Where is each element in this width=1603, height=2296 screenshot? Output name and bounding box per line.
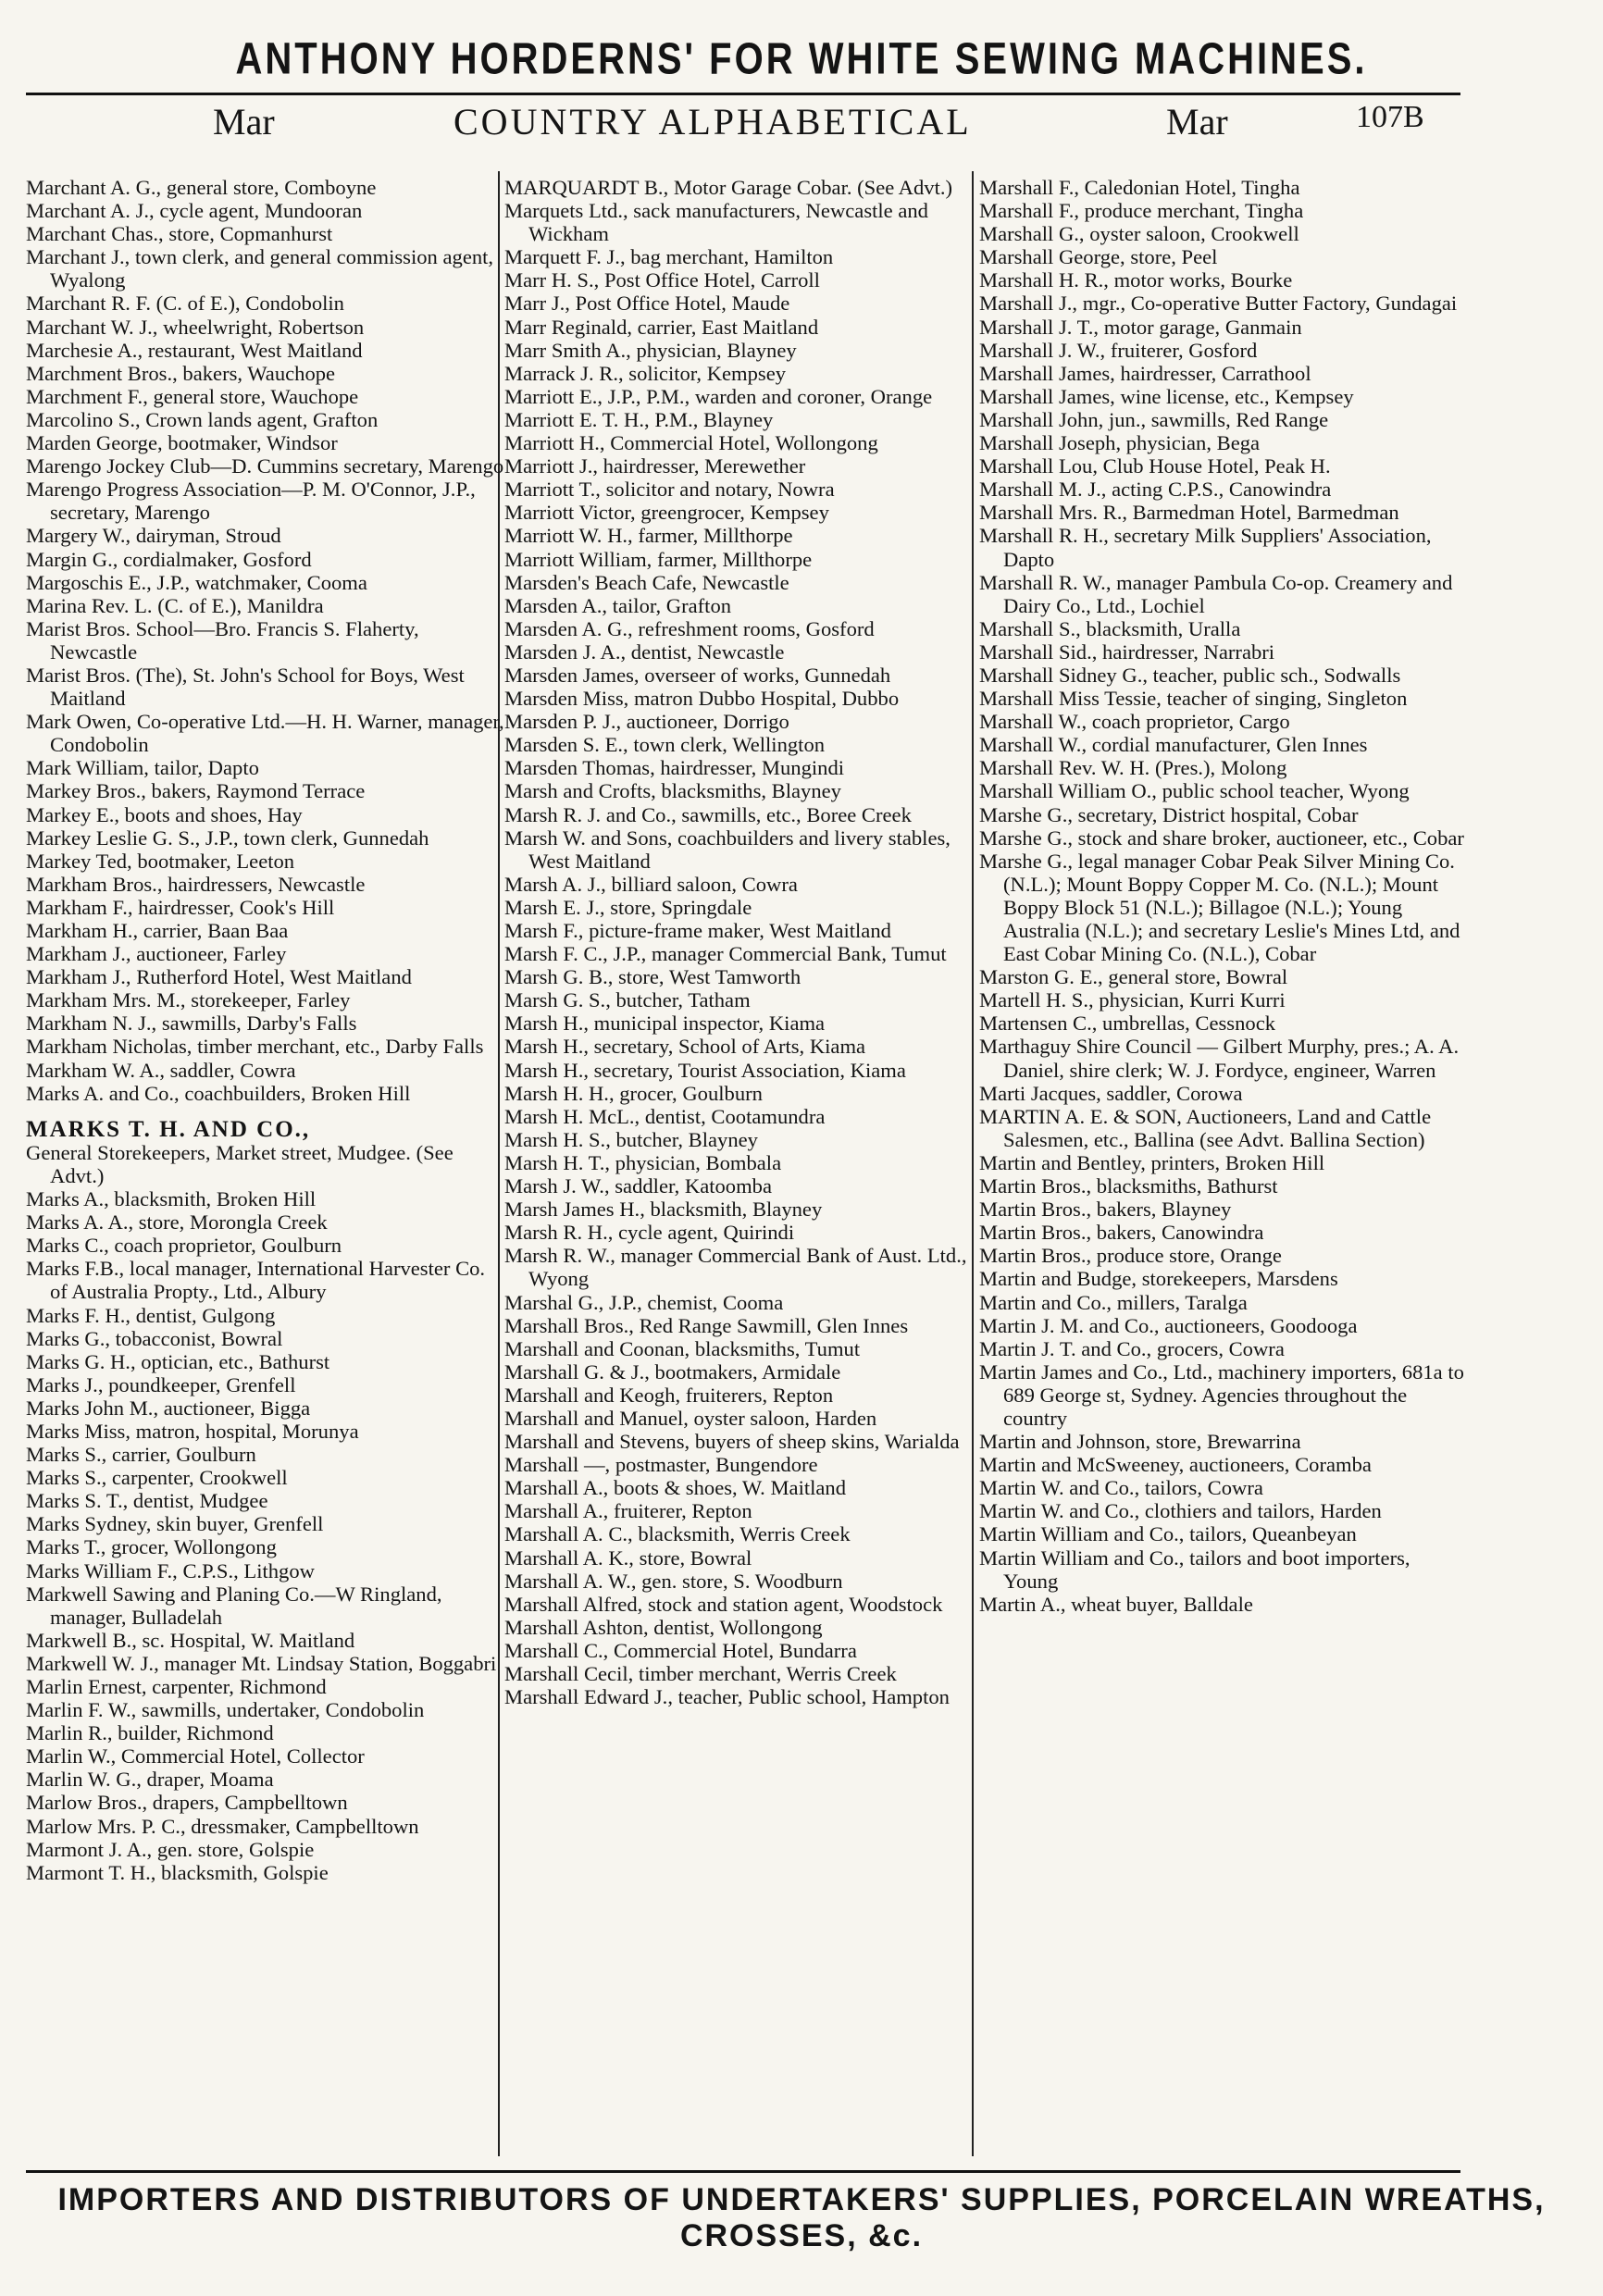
- directory-column-1: [26, 176, 507, 1884]
- directory-entry: Martin and Budge, storekeepers, Marsdens: [979, 1267, 1338, 1291]
- directory-entry: Marchment Bros., bakers, Wauchope: [26, 361, 336, 385]
- directory-entry: Marsh F. C., J.P., manager Commercial Bank, Tumut: [504, 942, 947, 966]
- directory-entry: Marriott William, farmer, Millthorpe: [504, 547, 813, 571]
- directory-entry: Marsh H. H., grocer, Goulburn: [504, 1081, 763, 1105]
- directory-entry: Marlin W., Commercial Hotel, Collector: [26, 1744, 365, 1769]
- directory-entry: Martin James and Co., Ltd., machinery importers, 681a to 689 George st, Sydney. Agencies throughout the country: [979, 1359, 1464, 1430]
- directory-entry: Martin and Johnson, store, Brewarrina: [979, 1430, 1301, 1454]
- directory-entry: Marshall Miss Tessie, teacher of singing, Singleton: [979, 687, 1408, 711]
- directory-entry: Margery W., dairyman, Stroud: [26, 524, 281, 548]
- directory-entry: Martin Bros., bakers, Canowindra: [979, 1221, 1264, 1245]
- directory-entry: Markey E., boots and shoes, Hay: [26, 802, 303, 826]
- directory-entry: Marlin R., builder, Richmond: [26, 1721, 274, 1745]
- directory-entry: Marr Smith A., physician, Blayney: [504, 338, 797, 362]
- directory-entry: Marston G. E., general store, Bowral: [979, 965, 1288, 989]
- directory-entry: Martin Bros., bakers, Blayney: [979, 1198, 1232, 1222]
- directory-entry: Marchant J., town clerk, and general commission agent, Wyalong: [26, 245, 494, 292]
- directory-entry: Marks S. T., dentist, Mudgee: [26, 1489, 268, 1513]
- directory-entry: Marsh G. S., butcher, Tatham: [504, 988, 751, 1012]
- directory-entry: Martin Bros., blacksmiths, Bathurst: [979, 1174, 1278, 1198]
- directory-entry: Marsden J. A., dentist, Newcastle: [504, 639, 785, 664]
- directory-entry: Marshall Mrs. R., Barmedman Hotel, Barmedman: [979, 501, 1399, 525]
- directory-entry: Martin A., wheat buyer, Balldale: [979, 1592, 1253, 1616]
- directory-entry: Marsden's Beach Cafe, Newcastle: [504, 570, 789, 594]
- directory-entry: Marrack J. R., solicitor, Kempsey: [504, 361, 787, 385]
- directory-entry: Marchant A. J., cycle agent, Mundooran: [26, 199, 363, 223]
- directory-entry: Marist Bros. School—Bro. Francis S. Flaherty, Newcastle: [26, 616, 419, 664]
- directory-entry: Marr H. S., Post Office Hotel, Carroll: [504, 268, 820, 292]
- directory-entry: Marsh E. J., store, Springdale: [504, 895, 752, 919]
- directory-entry: Markham Bros., hairdressers, Newcastle: [26, 872, 366, 896]
- directory-entry: Markey Ted, bootmaker, Leeton: [26, 849, 295, 873]
- directory-entry: Marquett F. J., bag merchant, Hamilton: [504, 245, 834, 269]
- directory-entry: Marshall John, jun., sawmills, Red Range: [979, 407, 1329, 431]
- directory-entry: Marshall H. R., motor works, Bourke: [979, 268, 1293, 292]
- directory-entry: Marr Reginald, carrier, East Maitland: [504, 315, 819, 339]
- directory-entry: Marshall A. K., store, Bowral: [504, 1545, 752, 1570]
- directory-entry: Marshall F., Caledonian Hotel, Tingha: [979, 176, 1300, 199]
- directory-entry: Marshall Rev. W. H. (Pres.), Molong: [979, 756, 1287, 780]
- directory-entry: Marengo Jockey Club—D. Cummins secretary, Marengo: [26, 454, 504, 478]
- directory-entry: Marshall A., fruiterer, Repton: [504, 1499, 752, 1523]
- directory-entry: Marsh James H., blacksmith, Blayney: [504, 1198, 823, 1222]
- directory-entry: Marshall A. C., blacksmith, Werris Creek: [504, 1522, 851, 1546]
- directory-entry: Marmont J. A., gen. store, Golspie: [26, 1837, 315, 1861]
- directory-entry: Marchment F., general store, Wauchope: [26, 384, 359, 408]
- directory-entry: Marthaguy Shire Council — Gilbert Murphy, pres.; A. A. Daniel, shire clerk; W. J. Fordyce, engineer, Warren: [979, 1035, 1460, 1082]
- directory-entry: Marshall Sid., hairdresser, Narrabri: [979, 639, 1275, 664]
- directory-entry: Markwell Sawing and Planing Co.—W Ringland, manager, Bulladelah: [26, 1582, 442, 1629]
- directory-entry: Markham W. A., saddler, Cowra: [26, 1058, 296, 1082]
- directory-entry: Marks G., tobacconist, Bowral: [26, 1326, 283, 1350]
- directory-column-3: [979, 176, 1465, 1616]
- directory-entry: Marshall C., Commercial Hotel, Bundarra: [504, 1638, 857, 1662]
- directory-entry: Marchant A. G., general store, Comboyne: [26, 176, 377, 199]
- directory-entry: Markham J., auctioneer, Farley: [26, 942, 287, 966]
- directory-entry: Marsden Thomas, hairdresser, Mungindi: [504, 756, 845, 780]
- directory-entry: Marshe G., secretary, District hospital, Cobar: [979, 802, 1359, 826]
- directory-entry: Marmont T. H., blacksmith, Golspie: [26, 1860, 329, 1884]
- directory-entry: MARQUARDT B., Motor Garage Cobar. (See Advt.): [504, 176, 953, 199]
- directory-entry: Marsh H., municipal inspector, Kiama: [504, 1011, 826, 1036]
- directory-entry: Marks G. H., optician, etc., Bathurst: [26, 1349, 330, 1373]
- header-left-keyword: Mar: [213, 101, 275, 143]
- directory-entry: Markham F., hairdresser, Cook's Hill: [26, 895, 335, 919]
- directory-entry: Marshall A., boots & shoes, W. Maitland: [504, 1476, 847, 1500]
- directory-entry: Mark Owen, Co-operative Ltd.—H. H. Warner, manager, Condobolin: [26, 710, 504, 757]
- directory-entry: Marsden P. J., auctioneer, Dorrigo: [504, 710, 789, 734]
- directory-entry: Marshall W., coach proprietor, Cargo: [979, 710, 1290, 734]
- directory-entry: Markwell B., sc. Hospital, W. Maitland: [26, 1628, 355, 1652]
- directory-entry: Marsh H., secretary, Tourist Association, Kiama: [504, 1058, 906, 1082]
- directory-entry: Marlin Ernest, carpenter, Richmond: [26, 1675, 327, 1698]
- directory-entry: Markham N. J., sawmills, Darby's Falls: [26, 1011, 357, 1036]
- directory-entry: Marriott E., J.P., P.M., warden and coroner, Orange: [504, 384, 933, 408]
- directory-entry: Marks F.B., local manager, International Harvester Co. of Australia Propty., Ltd., Albury: [26, 1257, 486, 1304]
- directory-entry: Marsh H., secretary, School of Arts, Kiama: [504, 1035, 866, 1059]
- directory-entry: Marshall Lou, Club House Hotel, Peak H.: [979, 454, 1331, 478]
- directory-entry: Markham Nicholas, timber merchant, etc., Darby Falls: [26, 1035, 484, 1059]
- directory-entry: Markey Leslie G. S., J.P., town clerk, Gunnedah: [26, 825, 429, 850]
- directory-entry: Marriott Victor, greengrocer, Kempsey: [504, 501, 829, 525]
- directory-entry: Marchesie A., restaurant, West Maitland: [26, 338, 363, 362]
- directory-entry: General Storekeepers, Market street, Mudgee. (See Advt.): [26, 1140, 454, 1187]
- directory-entry: Marshall Joseph, physician, Bega: [979, 431, 1261, 455]
- directory-entry: Marks A., blacksmith, Broken Hill: [26, 1187, 317, 1211]
- directory-entry: Marsh R. J. and Co., sawmills, etc., Boree Creek: [504, 802, 912, 826]
- directory-entry: Marks John M., auctioneer, Bigga: [26, 1396, 311, 1420]
- directory-entry: Marshall Ashton, dentist, Wollongong: [504, 1615, 823, 1639]
- top-advert-banner: ANTHONY HORDERNS' FOR WHITE SEWING MACHINES.: [235, 34, 1368, 84]
- directory-entry: Marks J., poundkeeper, Grenfell: [26, 1372, 296, 1396]
- directory-entry: Marlow Bros., drapers, Campbelltown: [26, 1791, 348, 1815]
- directory-entry: Marshall R. W., manager Pambula Co-op. Creamery and Dairy Co., Ltd., Lochiel: [979, 570, 1453, 617]
- directory-entry: Marsh R. W., manager Commercial Bank of Aust. Ltd., Wyong: [504, 1244, 967, 1291]
- directory-entry: Marshall James, wine license, etc., Kempsey: [979, 384, 1354, 408]
- directory-entry: Marks F. H., dentist, Gulgong: [26, 1303, 276, 1327]
- directory-entry: Marchant R. F. (C. of E.), Condobolin: [26, 292, 344, 316]
- directory-entry: Marsh F., picture-frame maker, West Maitland: [504, 919, 891, 942]
- directory-entry: Marriott E. T. H., P.M., Blayney: [504, 407, 774, 431]
- directory-entry: Marsh W. and Sons, coachbuilders and livery stables, West Maitland: [504, 825, 951, 873]
- directory-entry: Markey Bros., bakers, Raymond Terrace: [26, 779, 366, 803]
- directory-entry: Marsh H. T., physician, Bombala: [504, 1150, 782, 1174]
- directory-entry: Martin Bros., produce store, Orange: [979, 1244, 1282, 1268]
- directory-entry: Marshe G., stock and share broker, auctioneer, etc., Cobar: [979, 825, 1464, 850]
- directory-entry: Marshall G. & J., bootmakers, Armidale: [504, 1359, 841, 1384]
- directory-entry: Marshall Sidney G., teacher, public sch., Sodwalls: [979, 663, 1401, 687]
- directory-entry: Marsden Miss, matron Dubbo Hospital, Dubbo: [504, 687, 900, 711]
- directory-entry: MARTIN A. E. & SON, Auctioneers, Land and Cattle Salesmen, etc., Ballina (see Advt. Ballina Section): [979, 1104, 1432, 1151]
- directory-entry: Martin William and Co., tailors and boot importers, Young: [979, 1545, 1410, 1593]
- directory-entry: Marquets Ltd., sack manufacturers, Newcastle and Wickham: [504, 199, 928, 246]
- directory-entry: Martell H. S., physician, Kurri Kurri: [979, 988, 1286, 1012]
- page-number: 107B: [1356, 100, 1424, 134]
- directory-entry: Marcolino S., Crown lands agent, Grafton: [26, 407, 379, 431]
- directory-entry: Marsh and Crofts, blacksmiths, Blayney: [504, 779, 841, 803]
- header-rule-top: [26, 93, 1460, 95]
- directory-entry: Marti Jacques, saddler, Corowa: [979, 1081, 1243, 1105]
- directory-entry: Martensen C., umbrellas, Cessnock: [979, 1011, 1276, 1036]
- directory-entry: Martin and McSweeney, auctioneers, Coramba: [979, 1453, 1372, 1477]
- directory-entry: Marriott T., solicitor and notary, Nowra: [504, 478, 835, 502]
- directory-entry: Marsh G. B., store, West Tamworth: [504, 965, 802, 989]
- directory-entry: Marshall J. W., fruiterer, Gosford: [979, 338, 1258, 362]
- directory-entry: Marshall A. W., gen. store, S. Woodburn: [504, 1569, 843, 1593]
- directory-entry: Marks S., carpenter, Crookwell: [26, 1466, 288, 1490]
- directory-entry: Marks Miss, matron, hospital, Morunya: [26, 1419, 359, 1443]
- directory-entry: Martin J. M. and Co., auctioneers, Goodooga: [979, 1313, 1358, 1337]
- footer-rule: [26, 2170, 1460, 2173]
- directory-entry: Marks William F., C.P.S., Lithgow: [26, 1558, 315, 1582]
- directory-entry: Marks A. and Co., coachbuilders, Broken Hill: [26, 1081, 411, 1105]
- directory-entry: Marshal G., J.P., chemist, Cooma: [504, 1290, 784, 1314]
- directory-entry: Marks A. A., store, Morongla Creek: [26, 1210, 328, 1235]
- directory-entry: Marshall J., mgr., Co-operative Butter Factory, Gundagai: [979, 292, 1458, 316]
- directory-entry: Marr J., Post Office Hotel, Maude: [504, 292, 790, 316]
- directory-entry: Markham H., carrier, Baan Baa: [26, 919, 289, 942]
- directory-entry: Marlin F. W., sawmills, undertaker, Condobolin: [26, 1698, 425, 1722]
- directory-entry: Marshall and Coonan, blacksmiths, Tumut: [504, 1336, 861, 1360]
- directory-entry: Marsh H. S., butcher, Blayney: [504, 1127, 758, 1151]
- directory-column-2: [504, 176, 975, 1708]
- directory-entry: Marchant W. J., wheelwright, Robertson: [26, 315, 365, 339]
- directory-entry: Marshe G., legal manager Cobar Peak Silver Mining Co. (N.L.); Mount Boppy Copper M. Co. (N.L.); Mount Boppy Block 51 (N.L.); Billagoe (N.L.); Young Australia (N.L.); and secretary Leslie's Mines Ltd, and East Cobar Mining Co. (N.L.), Cobar: [979, 849, 1460, 966]
- directory-entry: Marsh R. H., cycle agent, Quirindi: [504, 1221, 795, 1245]
- directory-entry: Marshall Alfred, stock and station agent, Woodstock: [504, 1592, 943, 1616]
- directory-entry: Marshall J. T., motor garage, Ganmain: [979, 315, 1302, 339]
- directory-entry: Markham J., Rutherford Hotel, West Maitland: [26, 965, 412, 989]
- directory-entry: Marshall and Manuel, oyster saloon, Harden: [504, 1406, 877, 1430]
- directory-entry: Marsden S. E., town clerk, Wellington: [504, 733, 826, 757]
- directory-entry: Marsden James, overseer of works, Gunnedah: [504, 663, 891, 687]
- directory-entry: Marsden A. G., refreshment rooms, Gosford: [504, 616, 875, 640]
- directory-entry: Marriott H., Commercial Hotel, Wollongong: [504, 431, 878, 455]
- directory-entry: MARKS T. H. AND CO.,: [26, 1116, 311, 1142]
- directory-entry: Marshall R. H., secretary Milk Suppliers' Association, Dapto: [979, 524, 1432, 571]
- directory-entry: Mark William, tailor, Dapto: [26, 756, 259, 780]
- directory-entry: Marks S., carrier, Goulburn: [26, 1443, 256, 1467]
- directory-entry: Marshall —, postmaster, Bungendore: [504, 1453, 818, 1477]
- directory-entry: Marsden A., tailor, Grafton: [504, 593, 732, 617]
- directory-entry: Martin J. T. and Co., grocers, Cowra: [979, 1336, 1285, 1360]
- directory-entry: Marsh A. J., billiard saloon, Cowra: [504, 872, 798, 896]
- directory-entry: Marchant Chas., store, Copmanhurst: [26, 222, 333, 246]
- directory-entry: Martin William and Co., tailors, Queanbeyan: [979, 1522, 1357, 1546]
- directory-entry: Marengo Progress Association—P. M. O'Connor, J.P., secretary, Marengo: [26, 478, 476, 525]
- directory-entry: Martin W. and Co., clothiers and tailors, Harden: [979, 1499, 1382, 1523]
- directory-entry: Marlin W. G., draper, Moama: [26, 1768, 274, 1792]
- directory-entry: Marks C., coach proprietor, Goulburn: [26, 1234, 342, 1258]
- directory-entry: Margin G., cordialmaker, Gosford: [26, 547, 312, 571]
- directory-entry: Marks T., grocer, Wollongong: [26, 1535, 277, 1559]
- directory-entry: Marden George, bootmaker, Windsor: [26, 431, 338, 455]
- directory-entry: Martin and Bentley, printers, Broken Hill: [979, 1150, 1325, 1174]
- directory-entry: Margoschis E., J.P., watchmaker, Cooma: [26, 570, 367, 594]
- directory-entry: Marsh H. McL., dentist, Cootamundra: [504, 1104, 826, 1128]
- directory-entry: Marlow Mrs. P. C., dressmaker, Campbelltown: [26, 1814, 419, 1838]
- directory-entry: Marist Bros. (The), St. John's School for Boys, West Maitland: [26, 663, 465, 711]
- directory-entry: Marriott W. H., farmer, Millthorpe: [504, 524, 793, 548]
- directory-entry: Marshall F., produce merchant, Tingha: [979, 199, 1304, 223]
- directory-entry: Marks Sydney, skin buyer, Grenfell: [26, 1512, 324, 1536]
- directory-entry: Marshall and Stevens, buyers of sheep skins, Warialda: [504, 1430, 960, 1454]
- directory-entry: Marshall Cecil, timber merchant, Werris Creek: [504, 1662, 897, 1685]
- directory-entry: Marshall Edward J., teacher, Public school, Hampton: [504, 1685, 950, 1709]
- page-header: [204, 100, 1453, 155]
- directory-entry: Marshall S., blacksmith, Uralla: [979, 616, 1241, 640]
- header-section-title: COUNTRY ALPHABETICAL: [454, 101, 972, 143]
- directory-entry: Marshall George, store, Peel: [979, 245, 1218, 269]
- directory-entry: Marshall M. J., acting C.P.S., Canowindra: [979, 478, 1332, 502]
- bottom-advert-banner: IMPORTERS AND DISTRIBUTORS OF UNDERTAKERS' SUPPLIES, PORCELAIN WREATHS, CROSSES, &c.: [57, 2182, 1546, 2253]
- directory-entry: Marshall and Keogh, fruiterers, Repton: [504, 1383, 834, 1407]
- directory-entry: Marshall James, hairdresser, Carrathool: [979, 361, 1311, 385]
- directory-entry: Marsh J. W., saddler, Katoomba: [504, 1174, 773, 1198]
- header-right-keyword: Mar: [1166, 101, 1228, 143]
- directory-entry: Martin and Co., millers, Taralga: [979, 1290, 1248, 1314]
- directory-entry: Marshall Bros., Red Range Sawmill, Glen Innes: [504, 1313, 909, 1337]
- directory-entry: Markham Mrs. M., storekeeper, Farley: [26, 988, 351, 1012]
- directory-entry: Marshall William O., public school teacher, Wyong: [979, 779, 1410, 803]
- directory-entry: Martin W. and Co., tailors, Cowra: [979, 1476, 1263, 1500]
- directory-entry: Marina Rev. L. (C. of E.), Manildra: [26, 593, 324, 617]
- directory-entry: Marshall W., cordial manufacturer, Glen Innes: [979, 733, 1368, 757]
- directory-entry: Marriott J., hairdresser, Merewether: [504, 454, 806, 478]
- directory-entry: Markwell W. J., manager Mt. Lindsay Station, Boggabri: [26, 1651, 497, 1675]
- directory-entry: Marshall G., oyster saloon, Crookwell: [979, 222, 1299, 246]
